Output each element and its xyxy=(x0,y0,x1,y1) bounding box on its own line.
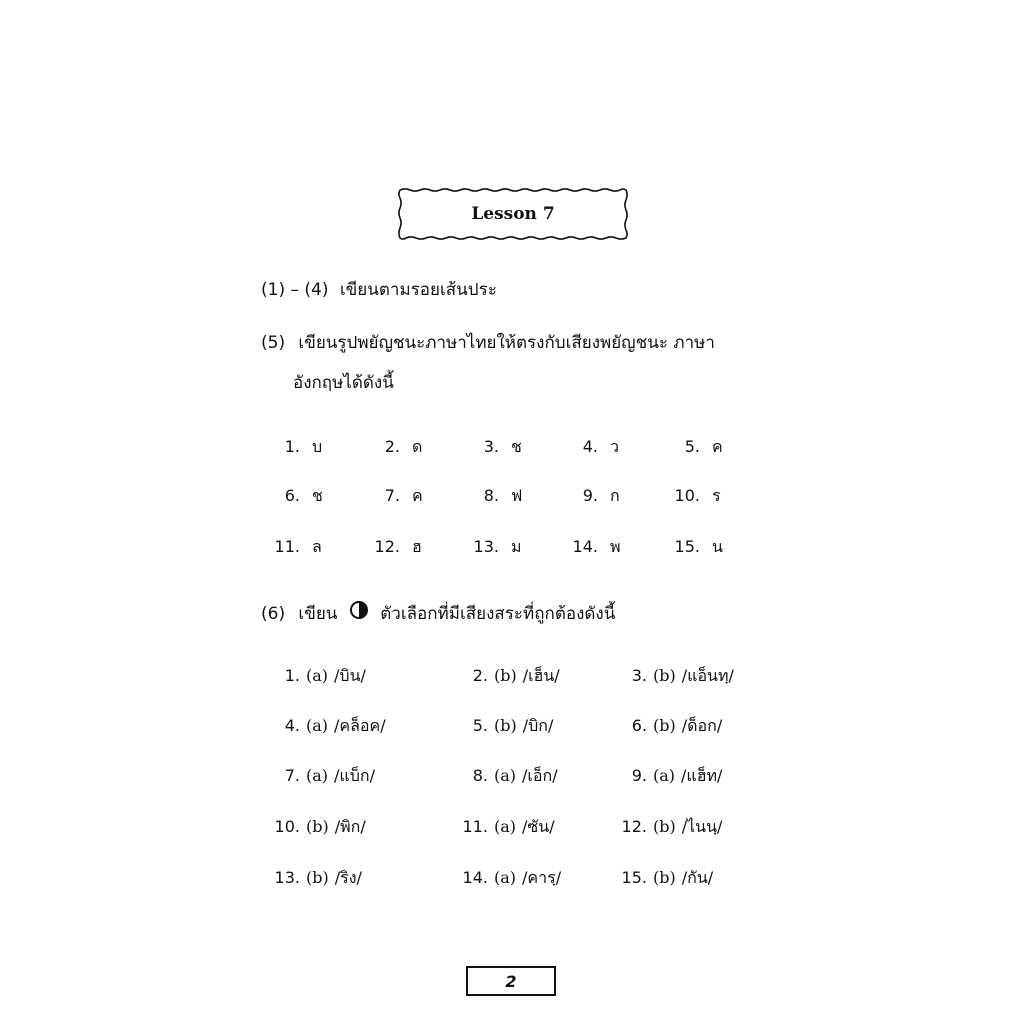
answer-number: 2. xyxy=(472,666,488,685)
answer-number: 15. xyxy=(621,868,647,887)
answer-number: 6. xyxy=(631,716,647,735)
answer-option: (b) xyxy=(653,666,676,685)
answer-number: 10. xyxy=(274,817,300,836)
answer-option: (a) xyxy=(653,766,676,785)
consonant-number: 3. xyxy=(483,437,499,456)
answer-option: (b) xyxy=(653,716,676,735)
half-circle-icon xyxy=(349,600,369,626)
instruction-6-prefix: (6) xyxy=(261,604,286,624)
vowel-answer-item xyxy=(270,817,366,837)
answer-option: (a) xyxy=(494,766,517,785)
answer-number: 12. xyxy=(621,817,647,836)
answer-word: /คารฺ/ xyxy=(522,868,562,887)
consonant-item xyxy=(568,486,620,506)
consonant-number: 14. xyxy=(572,537,598,556)
consonant-number: 1. xyxy=(284,437,300,456)
answer-option: (b) xyxy=(494,716,517,735)
vowel-answer-item xyxy=(617,666,734,686)
consonant-char: ก xyxy=(610,486,620,505)
vowel-answer-item xyxy=(270,766,375,786)
answer-word: /ไนนฺ/ xyxy=(681,817,723,836)
consonant-char: บ xyxy=(312,437,323,456)
answer-number: 5. xyxy=(472,716,488,735)
consonant-item xyxy=(670,537,723,557)
answer-number: 9. xyxy=(631,766,647,785)
consonant-item xyxy=(270,486,323,506)
page-number: 2 xyxy=(466,966,556,996)
instruction-1-4 xyxy=(261,279,497,301)
answer-word: /ริง/ xyxy=(334,868,362,887)
consonant-char: ฮ xyxy=(412,537,422,556)
consonant-item xyxy=(270,437,322,457)
instruction-5-line2: อังกฤษได้ดังนี้ xyxy=(293,373,394,393)
answer-option: (a) xyxy=(306,766,329,785)
answer-word: /แอ็นทฺ/ xyxy=(681,666,734,685)
answer-option: (a) xyxy=(494,868,517,887)
consonant-item xyxy=(370,437,422,457)
vowel-answer-item xyxy=(617,766,722,786)
instruction-6-before: เขียน xyxy=(298,604,338,624)
consonant-char: ว xyxy=(610,437,619,456)
answer-option: (b) xyxy=(653,868,676,887)
consonant-item xyxy=(469,537,522,557)
consonant-number: 12. xyxy=(374,537,400,556)
consonant-number: 11. xyxy=(274,537,300,556)
consonant-char: ด xyxy=(412,437,423,456)
consonant-item xyxy=(370,486,423,506)
lesson-title-box xyxy=(396,186,630,242)
consonant-item xyxy=(370,537,422,557)
answer-number: 8. xyxy=(472,766,488,785)
answer-number: 7. xyxy=(284,766,300,785)
lesson-title: Lesson 7 xyxy=(471,204,555,224)
consonant-char: พ xyxy=(610,537,621,556)
answer-word: /บิน/ xyxy=(334,666,366,685)
vowel-answer-item xyxy=(458,817,555,837)
answer-number: 4. xyxy=(284,716,300,735)
vowel-answer-item xyxy=(458,766,558,786)
instruction-5-prefix: (5) xyxy=(261,333,286,353)
answer-word: /เอ็ก/ xyxy=(522,766,558,785)
consonant-number: 8. xyxy=(483,486,499,505)
answer-word: /กัน/ xyxy=(681,868,714,887)
answer-word: /คล็อค/ xyxy=(334,716,386,735)
consonant-char: ช xyxy=(511,437,522,456)
consonant-number: 7. xyxy=(384,486,400,505)
consonant-number: 9. xyxy=(582,486,598,505)
consonant-item xyxy=(270,537,322,557)
instruction-1-4-prefix: (1) – (4) xyxy=(261,280,329,300)
consonant-char: ร xyxy=(712,486,721,505)
answer-number: 14. xyxy=(462,868,488,887)
consonant-item xyxy=(568,437,619,457)
instruction-6-after: ตัวเลือกที่มีเสียงสระที่ถูกต้องดังนี้ xyxy=(380,604,616,624)
instruction-6 xyxy=(261,600,615,628)
vowel-answer-item xyxy=(617,868,713,888)
consonant-number: 13. xyxy=(473,537,499,556)
consonant-char: ล xyxy=(312,537,322,556)
vowel-answer-item xyxy=(458,868,561,888)
consonant-item xyxy=(670,486,721,506)
vowel-answer-item xyxy=(458,666,560,686)
instruction-5 xyxy=(261,332,715,354)
consonant-char: ค xyxy=(712,437,723,456)
vowel-answer-item xyxy=(270,868,362,888)
consonant-char: ม xyxy=(511,537,522,556)
consonant-item xyxy=(469,437,522,457)
instruction-1-4-text: เขียนตามรอยเส้นประ xyxy=(339,280,497,300)
answer-number: 11. xyxy=(462,817,488,836)
consonant-char: ช xyxy=(312,486,323,505)
vowel-answer-item xyxy=(270,666,366,686)
consonant-char: น xyxy=(712,537,723,556)
answer-number: 13. xyxy=(274,868,300,887)
vowel-answer-item xyxy=(270,716,386,736)
consonant-number: 4. xyxy=(582,437,598,456)
answer-option: (b) xyxy=(653,817,676,836)
answer-word: /บิก/ xyxy=(522,716,554,735)
answer-option: (a) xyxy=(306,666,329,685)
consonant-number: 2. xyxy=(384,437,400,456)
instruction-5-line1: เขียนรูปพยัญชนะภาษาไทยให้ตรงกับเสียงพยัญชนะ ภาษา xyxy=(298,333,715,353)
answer-number: 3. xyxy=(631,666,647,685)
consonant-number: 6. xyxy=(284,486,300,505)
answer-word: /แฮ็ท/ xyxy=(681,766,723,785)
answer-option: (a) xyxy=(494,817,517,836)
consonant-item xyxy=(670,437,723,457)
answer-option: (b) xyxy=(306,868,329,887)
answer-option: (a) xyxy=(306,716,329,735)
answer-number: 1. xyxy=(284,666,300,685)
consonant-item xyxy=(469,486,522,506)
answer-word: /แบ็ก/ xyxy=(334,766,375,785)
consonant-char: ค xyxy=(412,486,423,505)
answer-option: (b) xyxy=(494,666,517,685)
consonant-number: 5. xyxy=(684,437,700,456)
answer-word: /ซัน/ xyxy=(522,817,555,836)
answer-word: /พิก/ xyxy=(334,817,366,836)
vowel-answer-item xyxy=(617,716,722,736)
answer-word: /เฮ็น/ xyxy=(522,666,560,685)
consonant-number: 15. xyxy=(674,537,700,556)
answer-option: (b) xyxy=(306,817,329,836)
vowel-answer-item xyxy=(617,817,722,837)
consonant-number: 10. xyxy=(674,486,700,505)
vowel-answer-item xyxy=(458,716,553,736)
answer-word: /ด็อก/ xyxy=(681,716,723,735)
consonant-item xyxy=(568,537,621,557)
consonant-char: ฟ xyxy=(511,486,523,505)
